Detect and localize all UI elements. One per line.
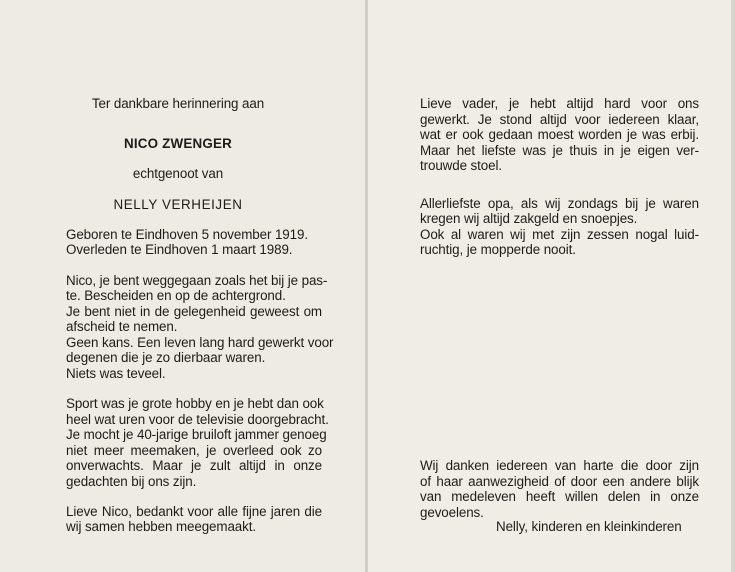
paragraph-line: Lieve vader, je hebt altijd hard voor ons bbox=[420, 96, 699, 111]
card-right-edge bbox=[731, 0, 735, 572]
deceased-name: NICO ZWENGER bbox=[123, 136, 233, 151]
paragraph-line: Wij danken iedereen van harte die door zijn bbox=[420, 458, 699, 473]
paragraph-line: Ook al waren wij met zijn zessen nogal luid- bbox=[420, 227, 699, 242]
paragraph-line: Geen kans. Een leven lang hard gewerkt voor bbox=[66, 335, 334, 350]
paragraph-line: wij samen hebben meegemaakt. bbox=[66, 519, 256, 534]
paragraph-line: gevoelens. bbox=[420, 505, 484, 520]
paragraph-line: Je bent niet in de gelegenheid geweest om bbox=[66, 304, 322, 319]
paragraph-line: of haar aanwezigheid of door een andere blijk bbox=[420, 474, 699, 489]
paragraph-line: Lieve Nico, bedankt voor alle fijne jaren die bbox=[66, 504, 322, 519]
death-line: Overleden te Eindhoven 1 maart 1989. bbox=[66, 242, 293, 257]
paragraph-line: niet meer meemaken, je overleed ook zo bbox=[66, 443, 322, 458]
paragraph-line: Je mocht je 40-jarige bruiloft jammer genoeg bbox=[66, 427, 327, 442]
paragraph-line: afscheid te nemen. bbox=[66, 319, 178, 334]
intro-text: Ter dankbare herinnering aan bbox=[91, 96, 265, 111]
paragraph-line: ruchtig, je mopperde nooit. bbox=[420, 242, 576, 257]
paragraph-line: Allerliefste opa, als wij zondags bij je waren bbox=[420, 196, 699, 211]
paragraph-line: Maar het liefste was je thuis in je eigen ver- bbox=[420, 143, 699, 158]
paragraph-line: heel wat uren voor de televisie doorgebracht. bbox=[66, 412, 329, 427]
paragraph-line: Sport was je grote hobby en je hebt dan ook bbox=[66, 396, 324, 411]
paragraph-line: van medeleven heeft willen delen in onze bbox=[420, 489, 699, 504]
paragraph-line: wat er ook gedaan moest worden je was erbij. bbox=[420, 127, 699, 142]
paragraph-line: Nico, je bent weggegaan zoals het bij je pas- bbox=[66, 273, 328, 288]
spouse-name: NELLY VERHEIJEN bbox=[113, 197, 243, 212]
paragraph-line: onverwachts. Maar je zult altijd in onze bbox=[66, 458, 322, 473]
paragraph-line: gedachten bij ons zijn. bbox=[66, 474, 197, 489]
paragraph-line: trouwde stoel. bbox=[420, 158, 502, 173]
paragraph-line: kregen wij altijd zakgeld en snoepjes. bbox=[420, 211, 638, 226]
right-page bbox=[368, 0, 735, 572]
paragraph-line: te. Bescheiden en op de achtergrond. bbox=[66, 288, 286, 303]
paragraph-line: gewerkt. Je stond altijd voor iedereen klaar, bbox=[420, 112, 699, 127]
left-page bbox=[0, 0, 366, 572]
paragraph-line: Niets was teveel. bbox=[66, 366, 166, 381]
paragraph-line: degenen die je zo dierbaar waren. bbox=[66, 350, 266, 365]
birth-line: Geboren te Eindhoven 5 november 1919. bbox=[66, 227, 308, 242]
relation-text: echtgenoot van bbox=[132, 166, 224, 181]
signature: Nelly, kinderen en kleinkinderen bbox=[496, 519, 682, 534]
